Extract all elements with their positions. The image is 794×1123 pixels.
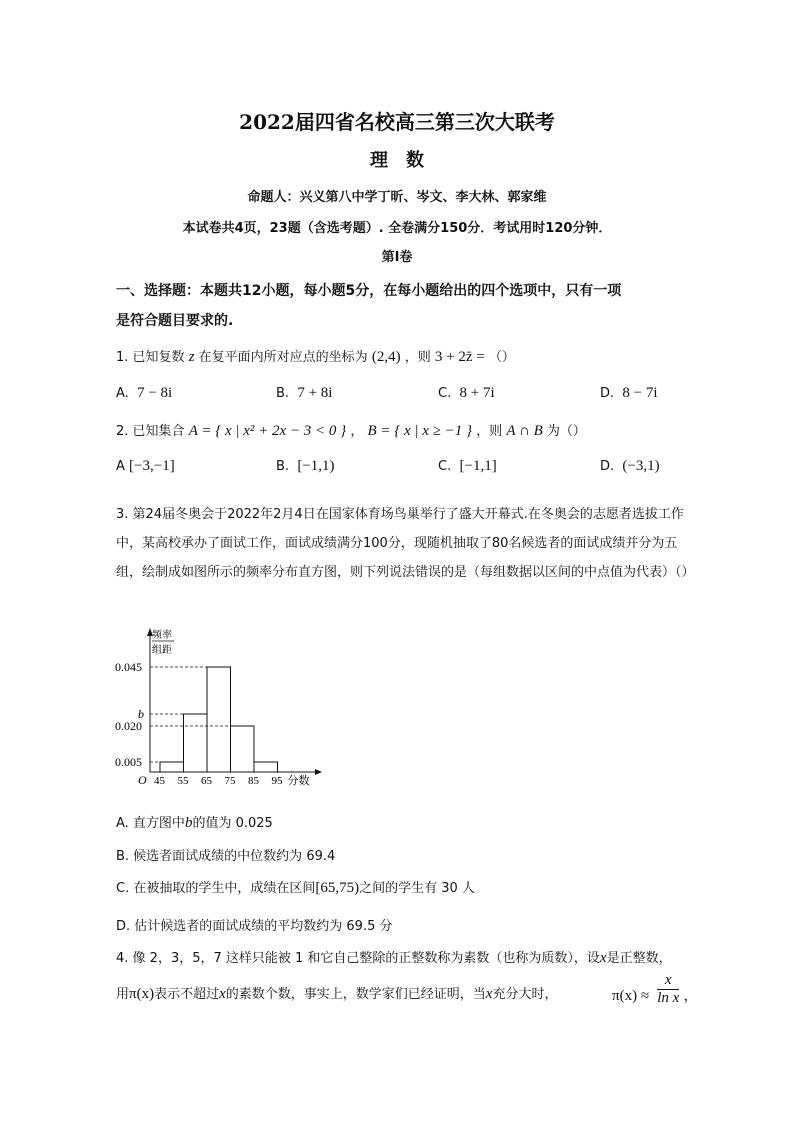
exam-info: 本试卷共4页，23题（含选考题）. 全卷满分150分．考试用时120分钟． bbox=[182, 221, 612, 236]
histogram-axes bbox=[147, 628, 322, 775]
section-heading-line1: 一、选择题：本题共12小题，每小题5分，在每小题给出的四个选项中，只有一项 bbox=[116, 283, 622, 299]
q1-then: ，则 bbox=[404, 350, 431, 365]
x-tick-label: 55 bbox=[177, 775, 189, 787]
q2-option-b: B. [−1,1) bbox=[276, 458, 335, 474]
histogram-labels bbox=[115, 628, 310, 787]
q2-option-c: C. [−1,1] bbox=[438, 458, 497, 474]
x-tick-label: 85 bbox=[248, 775, 259, 787]
q1-prefix: 1. 已知复数 bbox=[116, 350, 185, 365]
x-tick-label: 95 bbox=[271, 775, 283, 787]
histogram-bar bbox=[254, 762, 278, 772]
q2-set-a: A = { x | x² + 2x − 3 < 0 } bbox=[188, 423, 347, 439]
q1-expr: 3 + 2z̄ = bbox=[434, 349, 485, 365]
x-axis-label: 分数 bbox=[287, 774, 310, 787]
question-4-line2: 用π(x)表示不超过x的素数个数，事实上，数学家们已经证明，当x充分大时， bbox=[116, 986, 558, 1002]
x-tick-label: 75 bbox=[224, 775, 236, 787]
histogram-bar bbox=[231, 726, 255, 772]
q1-option-a: A. 7 − 8i bbox=[116, 385, 173, 401]
fraction-numerator: x bbox=[657, 972, 679, 990]
q2-expr: A ∩ B bbox=[506, 423, 543, 439]
q2-prefix: 2. 已知集合 bbox=[116, 424, 185, 439]
q2-option-d: D. (−3,1) bbox=[600, 458, 660, 474]
authors-line: 命题人：兴义第八中学丁昕、岑文、李大林、郭家维 bbox=[247, 190, 547, 205]
y-tick-label: 0.020 bbox=[115, 719, 142, 733]
pi-approximation: π(x) ≈ $\frac{x}{\text{ln x}}$ ， bbox=[612, 972, 699, 1006]
x-tick-label: 45 bbox=[154, 775, 165, 787]
question-1 bbox=[116, 346, 515, 366]
question-4-line1: 4. 像 2，3，5，7 这样只能被 1 和它自己整除的正整数称为素数（也称为质数），设x是正整数， bbox=[116, 950, 672, 966]
frequency-histogram bbox=[110, 622, 340, 792]
q2-comma: ， bbox=[350, 424, 364, 439]
section-heading-line2: 是符合题目要求的. bbox=[116, 313, 234, 329]
q2-suffix: 为（） bbox=[546, 424, 586, 439]
y-axis-label-bottom: 组距 bbox=[152, 645, 172, 656]
histogram-bar bbox=[207, 667, 231, 772]
fraction-denominator: ln x bbox=[657, 990, 680, 1006]
q1-option-c: C. 8 + 7i bbox=[438, 385, 495, 401]
x-axis-arrow bbox=[315, 769, 322, 775]
q3-option-a: A. 直方图中b的值为 0.025 bbox=[116, 815, 273, 831]
q2-then: ，则 bbox=[476, 424, 503, 439]
q3-option-b: B. 候选者面试成绩的中位数约为 69.4 bbox=[116, 849, 336, 864]
q3-option-c: C. 在被抽取的学生中，成绩在区间[65,75)之间的学生有 30 人 bbox=[116, 880, 475, 896]
histogram-bar bbox=[184, 714, 208, 772]
histogram-bar bbox=[160, 762, 184, 772]
question-3-text: 3. 第24届冬奥会于2022年2月4日在国家体育场鸟巢举行了盛大开幕式.在冬奥会的志愿者选拔工作中，某高校承办了面试工作，面试成绩满分100分，现随机抽取了80名候选者的面试成绩并分为五组，绘制成如图所示的频率分布直方图，则下列说法错误的是（每组数据以区间的中点值为代表）（） bbox=[116, 507, 695, 580]
q1-option-d: D. 8 − 7i bbox=[600, 385, 658, 401]
page-title: 2022届四省名校高三第三次大联考 bbox=[239, 110, 555, 134]
histogram-bars bbox=[160, 667, 278, 772]
q1-var: z bbox=[188, 349, 195, 365]
origin-label: O bbox=[138, 773, 147, 787]
question-2 bbox=[116, 420, 586, 440]
x-tick-label: 65 bbox=[201, 775, 212, 787]
q1-paren: （） bbox=[488, 350, 515, 365]
q1-coord: (2,4) bbox=[371, 349, 401, 365]
y-tick-label: 0.045 bbox=[115, 660, 142, 674]
q3-option-d: D. 估计候选者的面试成绩的平均数约为 69.5 分 bbox=[116, 919, 393, 934]
q1-option-b: B. 7 + 8i bbox=[276, 385, 333, 401]
y-tick-label: 0.005 bbox=[115, 755, 142, 769]
y-tick-label: b bbox=[138, 707, 144, 721]
q2-option-a: A [−3,−1] bbox=[116, 458, 175, 474]
subject-title: 理 数 bbox=[370, 150, 424, 171]
volume-label: 第Ⅰ卷 bbox=[381, 250, 413, 265]
q2-set-b: B = { x | x ≥ −1 } bbox=[367, 423, 473, 439]
q1-mid: 在复平面内所对应点的坐标为 bbox=[198, 350, 368, 365]
y-axis-label-top: 频率 bbox=[152, 630, 172, 641]
